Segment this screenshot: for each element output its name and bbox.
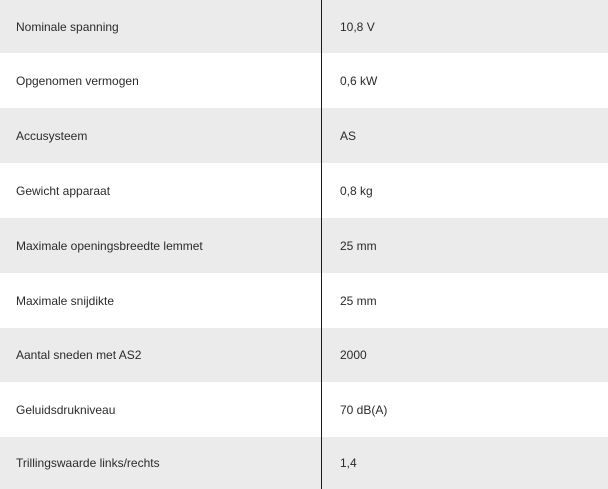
spec-label: Geluidsdrukniveau xyxy=(16,402,116,417)
spec-label: Aantal sneden met AS2 xyxy=(16,348,142,362)
table-row xyxy=(0,437,608,489)
table-row xyxy=(0,53,608,108)
spec-value: 10,8 V xyxy=(340,19,375,34)
table-row xyxy=(0,108,608,163)
column-divider xyxy=(321,0,322,489)
spec-value: 70 dB(A) xyxy=(340,402,388,417)
spec-value: 25 mm xyxy=(340,238,377,253)
table-row xyxy=(0,328,608,382)
spec-value: 25 mm xyxy=(340,293,377,308)
table-row xyxy=(0,0,608,53)
spec-label: Maximale snijdikte xyxy=(16,293,115,308)
spec-label: Opgenomen vermogen xyxy=(16,73,139,88)
spec-label: Nominale spanning xyxy=(16,19,119,34)
spec-value: 2000 xyxy=(340,348,367,362)
table-row xyxy=(0,163,608,218)
spec-value: AS xyxy=(340,128,357,143)
spec-value: 0,6 kW xyxy=(340,73,378,88)
table-row xyxy=(0,218,608,273)
spec-label: Trillingswaarde links/rechts xyxy=(16,456,160,470)
spec-value: 1,4 xyxy=(340,456,357,470)
spec-label: Maximale openingsbreedte lemmet xyxy=(16,238,203,253)
spec-label: Gewicht apparaat xyxy=(16,183,111,198)
spec-label: Accusysteem xyxy=(16,128,88,143)
spec-value: 0,8 kg xyxy=(340,183,373,198)
table-row xyxy=(0,382,608,437)
table-row xyxy=(0,273,608,328)
